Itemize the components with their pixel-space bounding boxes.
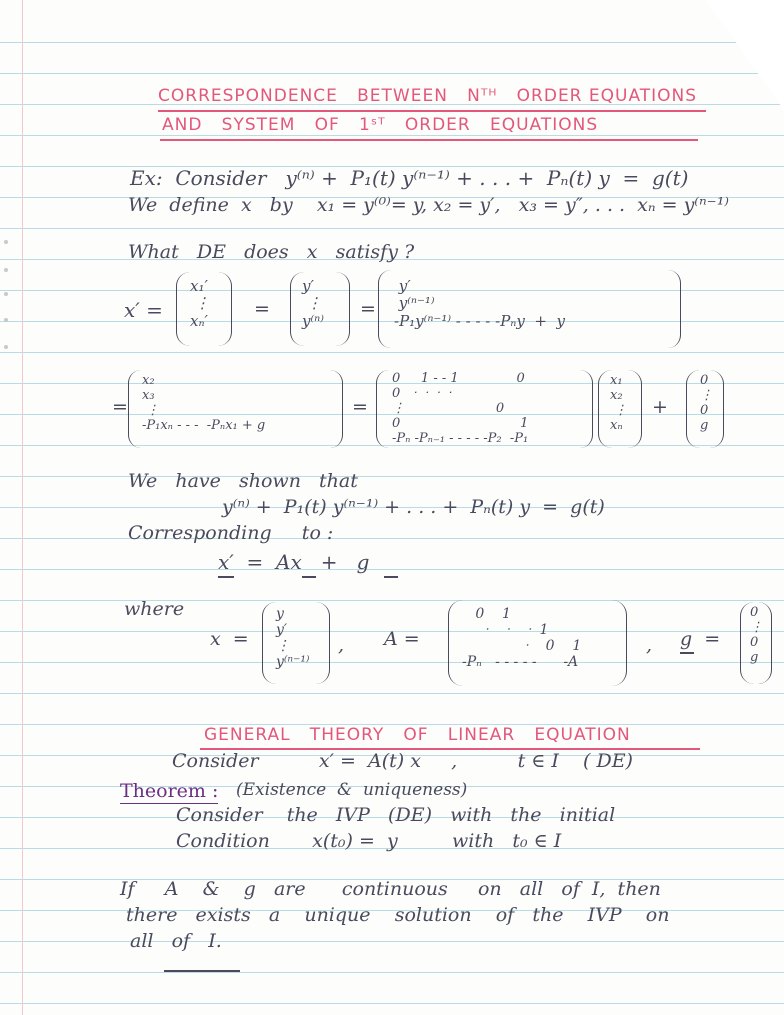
general-consider-line: Consider x′ = A(t) x , t ∈ I ( DE) [172,750,633,772]
companion-matrix: 0 1 - - 1 0 0 ᐧ ᐧ ᐧ ᐧ ⋮ 0 0 1 -Pₙ -Pₙ₋₁ - - - - -P₂ -P₁ [392,371,529,446]
title-underline-1 [158,110,706,112]
conclusion-line-1: If A & g are continuous on all of I, then [120,878,661,900]
a-definition-lhs: A = [384,628,420,650]
vector-first-order-system: y′ y⁽ⁿ⁻¹⁾ -P₁y⁽ⁿ⁻¹⁾ - - - - -Pₙy + y [394,277,565,330]
matrix-bracket-right [330,370,343,448]
shown-line-4: x′ = Ax + g [218,550,370,574]
theorem-subtitle: (Existence & uniqueness) [236,780,468,800]
end-rule [164,970,240,972]
matrix-bracket-left [448,600,463,686]
margin-dot [4,240,8,244]
title-line-1: CORRESPONDENCE BETWEEN Nᵀᴴ ORDER EQUATIONS [158,86,698,106]
vector-g: 0 ⋮ 0 g [700,373,713,433]
margin-dot [4,345,8,349]
vector-x-definition: y y′ ⋮ y⁽ⁿ⁻¹⁾ [276,606,310,671]
equals-sign: = [254,298,270,320]
matrix-bracket-right [668,270,681,348]
conclusion-line-2: there exists a unique solution of the IVP on [126,904,670,926]
shown-line-2: y⁽ⁿ⁾ + P₁(t) y⁽ⁿ⁻¹⁾ + . . . + Pₙ(t) y = g(t) [222,496,605,518]
margin-dot [4,318,8,322]
margin-dot [4,268,8,272]
question-line: What DE does x satisfy ? [128,241,415,263]
x-prime-lhs: x′ = [124,298,163,322]
g-definition-lhs: g = [680,628,721,650]
theorem-line-2: Condition x(t₀) = y with t₀ ∈ I [176,830,562,852]
page-fold-corner [706,0,784,110]
theorem-label: Theorem : [120,780,219,802]
vector-y-derivatives: y′ ⋮ y⁽ⁿ⁾ [302,277,324,330]
matrix-bracket-left [378,270,391,348]
title-underline-2 [160,139,698,141]
where-label: where [124,598,185,620]
theorem-line-1: Consider the IVP (DE) with the initial [176,804,616,826]
equals-sign: = [352,396,368,418]
vector-x-shifted: x₂ x₃ ⋮ -P₁xₙ - - - -Pₙx₁ + g [142,373,266,433]
matrix-a-definition: 0 1 ᐧ ᐧ ᐧ 1 ᐧ 0 1 -Pₙ - - - - - -A [462,606,582,671]
vector-x-prime: x₁′ ⋮ xₙ′ [190,277,210,330]
matrix-bracket-right [580,370,593,448]
example-line-1: Ex: Consider y⁽ⁿ⁾ + P₁(t) y⁽ⁿ⁻¹⁾ + . . . + Pₙ(t) y = g(t) [130,166,689,190]
vector-underline [302,576,316,578]
matrix-bracket-left [128,370,141,448]
margin-line [22,0,23,1015]
comma: , [646,634,653,656]
plus-sign: + [652,396,668,418]
vector-underline [680,652,694,654]
shown-line-1: We have shown that [128,470,358,492]
vector-x: x₁ x₂ ⋮ xₙ [610,373,628,433]
equals-sign: = [360,298,376,320]
vector-underline [218,576,234,578]
title-line-2: AND SYSTEM OF 1ˢᵀ ORDER EQUATIONS [162,115,599,135]
shown-line-3: Corresponding to : [128,522,334,544]
equals-sign: = [112,396,128,418]
comma: , [338,634,345,656]
vector-g-definition: 0 ⋮ 0 g [750,605,763,665]
x-definition-lhs: x = [210,628,249,650]
matrix-bracket-right [612,600,627,686]
general-theory-heading: GENERAL THEORY OF LINEAR EQUATION [204,725,631,745]
example-line-2: We define x by x₁ = y⁽⁰⁾= y, x₂ = y′, x₃ = y″, . . . xₙ = y⁽ⁿ⁻¹⁾ [128,194,729,216]
margin-dot [4,292,8,296]
matrix-bracket-left [376,370,389,448]
vector-underline [384,576,398,578]
conclusion-line-3: all of I. [130,930,222,952]
